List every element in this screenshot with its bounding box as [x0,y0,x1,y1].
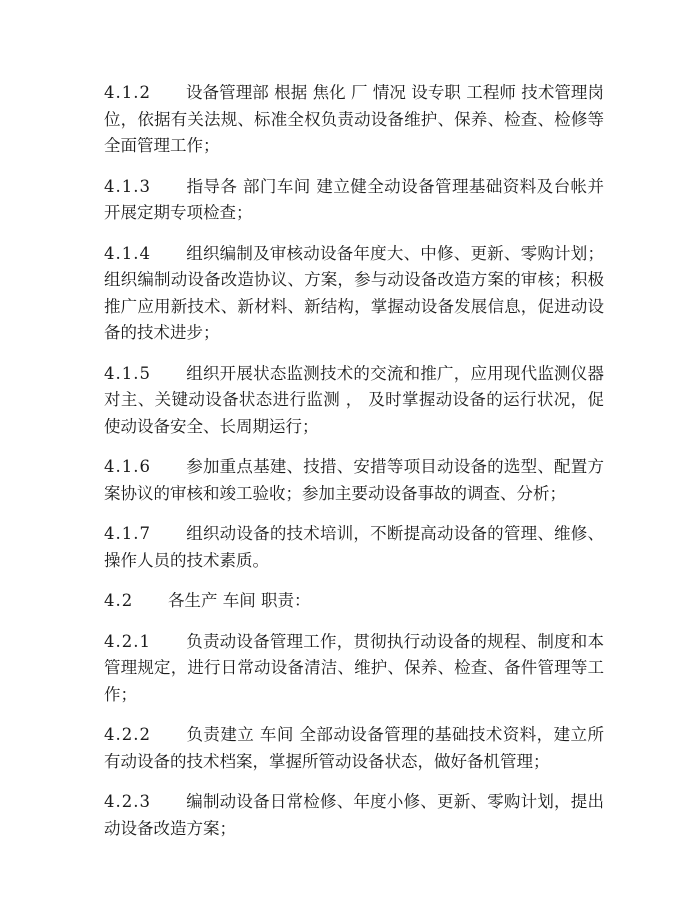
clause-text: 指导各 部门车间 建立健全动设备管理基础资料及台帐并开展定期专项检查； [104,176,604,222]
paragraph-4-1-2 [104,80,604,160]
clause-number: 4.1.6 [104,457,151,476]
clause-number: 4.1.3 [104,176,151,196]
clause-number: 4.2.2 [104,725,151,744]
paragraph-4-2-2 [104,722,604,775]
paragraph-4-2-1 [104,629,604,709]
paragraph-4-1-4 [104,241,604,347]
document-body [104,80,604,856]
paragraph-4-1-7 [104,521,604,574]
paragraph-4-1-5 [104,361,604,441]
clause-number: 4.1.7 [104,524,151,543]
paragraph-4-2 [104,588,604,615]
clause-text: 负责建立 车间 全部动设备管理的基础技术资料，建立所有动设备的技术档案，掌握所管动设备状态，做好备机管理； [104,725,604,771]
clause-number: 4.1.4 [104,243,151,263]
clause-text: 负责动设备管理工作，贯彻执行动设备的规程、制度和本管理规定，进行日常动设备清洁、维护、保养、检查、备件管理等工作； [104,631,604,704]
clause-number: 4.1.2 [104,83,151,102]
clause-text: 设备管理部 根据 焦化 厂 情况 设专职 工程师 技术管理岗位，依据有关法规、标准全权负责动设备维护、保养、检查、检修等全面管理工作； [104,83,604,155]
clause-number: 4.1.5 [104,363,151,383]
clause-number: 4.2 [104,591,134,610]
clause-number: 4.2.3 [104,792,151,811]
clause-text: 组织开展状态监测技术的交流和推广，应用现代监测仪器对主、关键动设备状态进行监测 ， 及时掌握动设备的运行状况，促使动设备安全、长周期运行； [104,363,604,436]
clause-text: 组织编制及审核动设备年度大、中修、更新、零购计划；组织编制动设备改造协议、方案，参与动设备改造方案的审核；积极推广应用新技术、新材料、新结构，掌握动设备发展信息，促进动设备的技术进步； [104,243,604,342]
clause-text: 编制动设备日常检修、年度小修、更新、零购计划，提出动设备改造方案； [104,792,604,838]
clause-text: 组织动设备的技术培训，不断提高动设备的管理、维修、操作人员的技术素质。 [104,524,604,570]
paragraph-4-1-6 [104,454,604,507]
clause-text: 各生产 车间 职责： [168,591,311,610]
paragraph-4-1-3 [104,174,604,227]
paragraph-4-2-3 [104,789,604,842]
clause-number: 4.2.1 [104,631,151,651]
clause-text: 参加重点基建、技措、安措等项目动设备的选型、配置方案协议的审核和竣工验收；参加主要动设备事故的调查、分析； [104,457,604,503]
